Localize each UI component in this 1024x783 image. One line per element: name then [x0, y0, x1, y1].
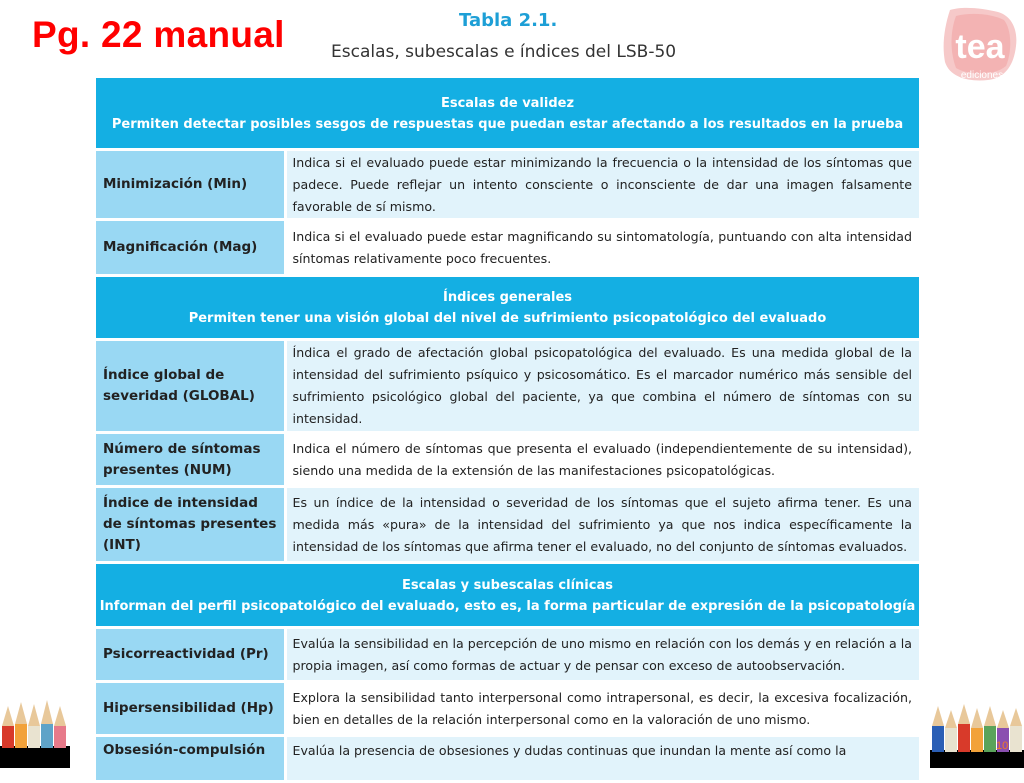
section-title: Escalas y subescalas clínicas [402, 577, 613, 593]
scale-description: Explora la sensibilidad tanto interpersonal como intrapersonal, es decir, la excesiva focalización, bien en detalles de la relación interpersonal como en la valoración de uno mismo. [285, 682, 919, 736]
scale-description: Indica si el evaluado puede estar magnificando su sintomatología, puntuando con alta intensidad síntomas relativamente poco frecuentes. [285, 220, 919, 276]
table-row [96, 433, 919, 487]
scale-name: Hipersensibilidad (Hp) [96, 682, 285, 736]
section-header-validez [96, 78, 919, 150]
scale-description: Evalúa la sensibilidad en la percepción de uno mismo en relación con los demás y en relación a la propia imagen, así como formas de actuar y de pensar con exceso de autoobservación. [285, 628, 919, 682]
section-header-indices [96, 276, 919, 340]
scale-name: Obsesión-compulsión [96, 736, 285, 782]
scale-name: Índice de intensidad de síntomas presentes (INT) [96, 487, 285, 563]
section-header-clinicas [96, 563, 919, 628]
logo-text: tea [955, 28, 1005, 66]
section-title: Escalas de validez [440, 95, 575, 111]
section-title: Índices generales [442, 290, 573, 305]
lsb50-scales-table [96, 78, 919, 783]
table-row [96, 340, 919, 433]
page-number: 10 [996, 740, 1009, 752]
table-row [96, 150, 919, 220]
scale-description: Es un índice de la intensidad o severidad de los síntomas que el sujeto afirma tener. Es una medida más «pura» de la intensidad del sufrimiento ya que nos indica específicamente la intensidad de los síntomas que afirma tener el evaluado, no del conjunto de síntomas evaluados. [285, 487, 919, 563]
slide-title: Pg. 22 manual [32, 14, 285, 55]
table-row [96, 487, 919, 563]
section-subtitle: Permiten tener una visión global del nivel de sufrimiento psicopatológico del evaluado [188, 311, 827, 326]
scale-description: Indica si el evaluado puede estar minimizando la frecuencia o la intensidad de los síntomas que padece. Puede reflejar un intento consciente o inconsciente de dar una imagen falsamente favorable de sí mismo. [285, 150, 919, 220]
scale-name: Magnificación (Mag) [96, 220, 285, 276]
table-row [96, 736, 919, 782]
colored-pencils-icon [0, 696, 70, 768]
tea-logo-graphic [942, 6, 1018, 82]
table-caption-number: Tabla 2.1. [459, 10, 558, 31]
section-subtitle: Informan del perfil psicopatológico del evaluado, esto es, la forma particular de expresión de la psicopatología [99, 598, 916, 614]
scale-name: Número de síntomas presentes (NUM) [96, 433, 285, 487]
table-row [96, 628, 919, 682]
section-subtitle: Permiten detectar posibles sesgos de respuestas que puedan estar afectando a los resultados en la prueba [111, 116, 904, 132]
scale-name: Índice global de severidad (GLOBAL) [96, 340, 285, 433]
table-row [96, 220, 919, 276]
scale-name: Psicorreactividad (Pr) [96, 628, 285, 682]
scale-description: Indica el número de síntomas que presenta el evaluado (independientemente de su intensidad), siendo una medida de la extensión de las manifestaciones psicopatológicas. [285, 433, 919, 487]
scale-description: Índica el grado de afectación global psicopatológica del evaluado. Es una medida global de la intensidad del sufrimiento psíquico y psicosomático. Es el marcador numérico más sensible del sufrimiento psicológico global del paciente, ya que combina el número de síntomas con su intensidad. [285, 340, 919, 433]
scale-description: Evalúa la presencia de obsesiones y dudas continuas que inundan la mente así como la [285, 736, 919, 782]
colored-pencils-icon [930, 702, 1024, 768]
table-row [96, 682, 919, 736]
tea-ediciones-logo [942, 6, 1018, 82]
logo-subtext: ediciones [960, 70, 1004, 81]
scale-name: Minimización (Min) [96, 150, 285, 220]
table-caption-text: Escalas, subescalas e índices del LSB-50 [331, 42, 677, 62]
